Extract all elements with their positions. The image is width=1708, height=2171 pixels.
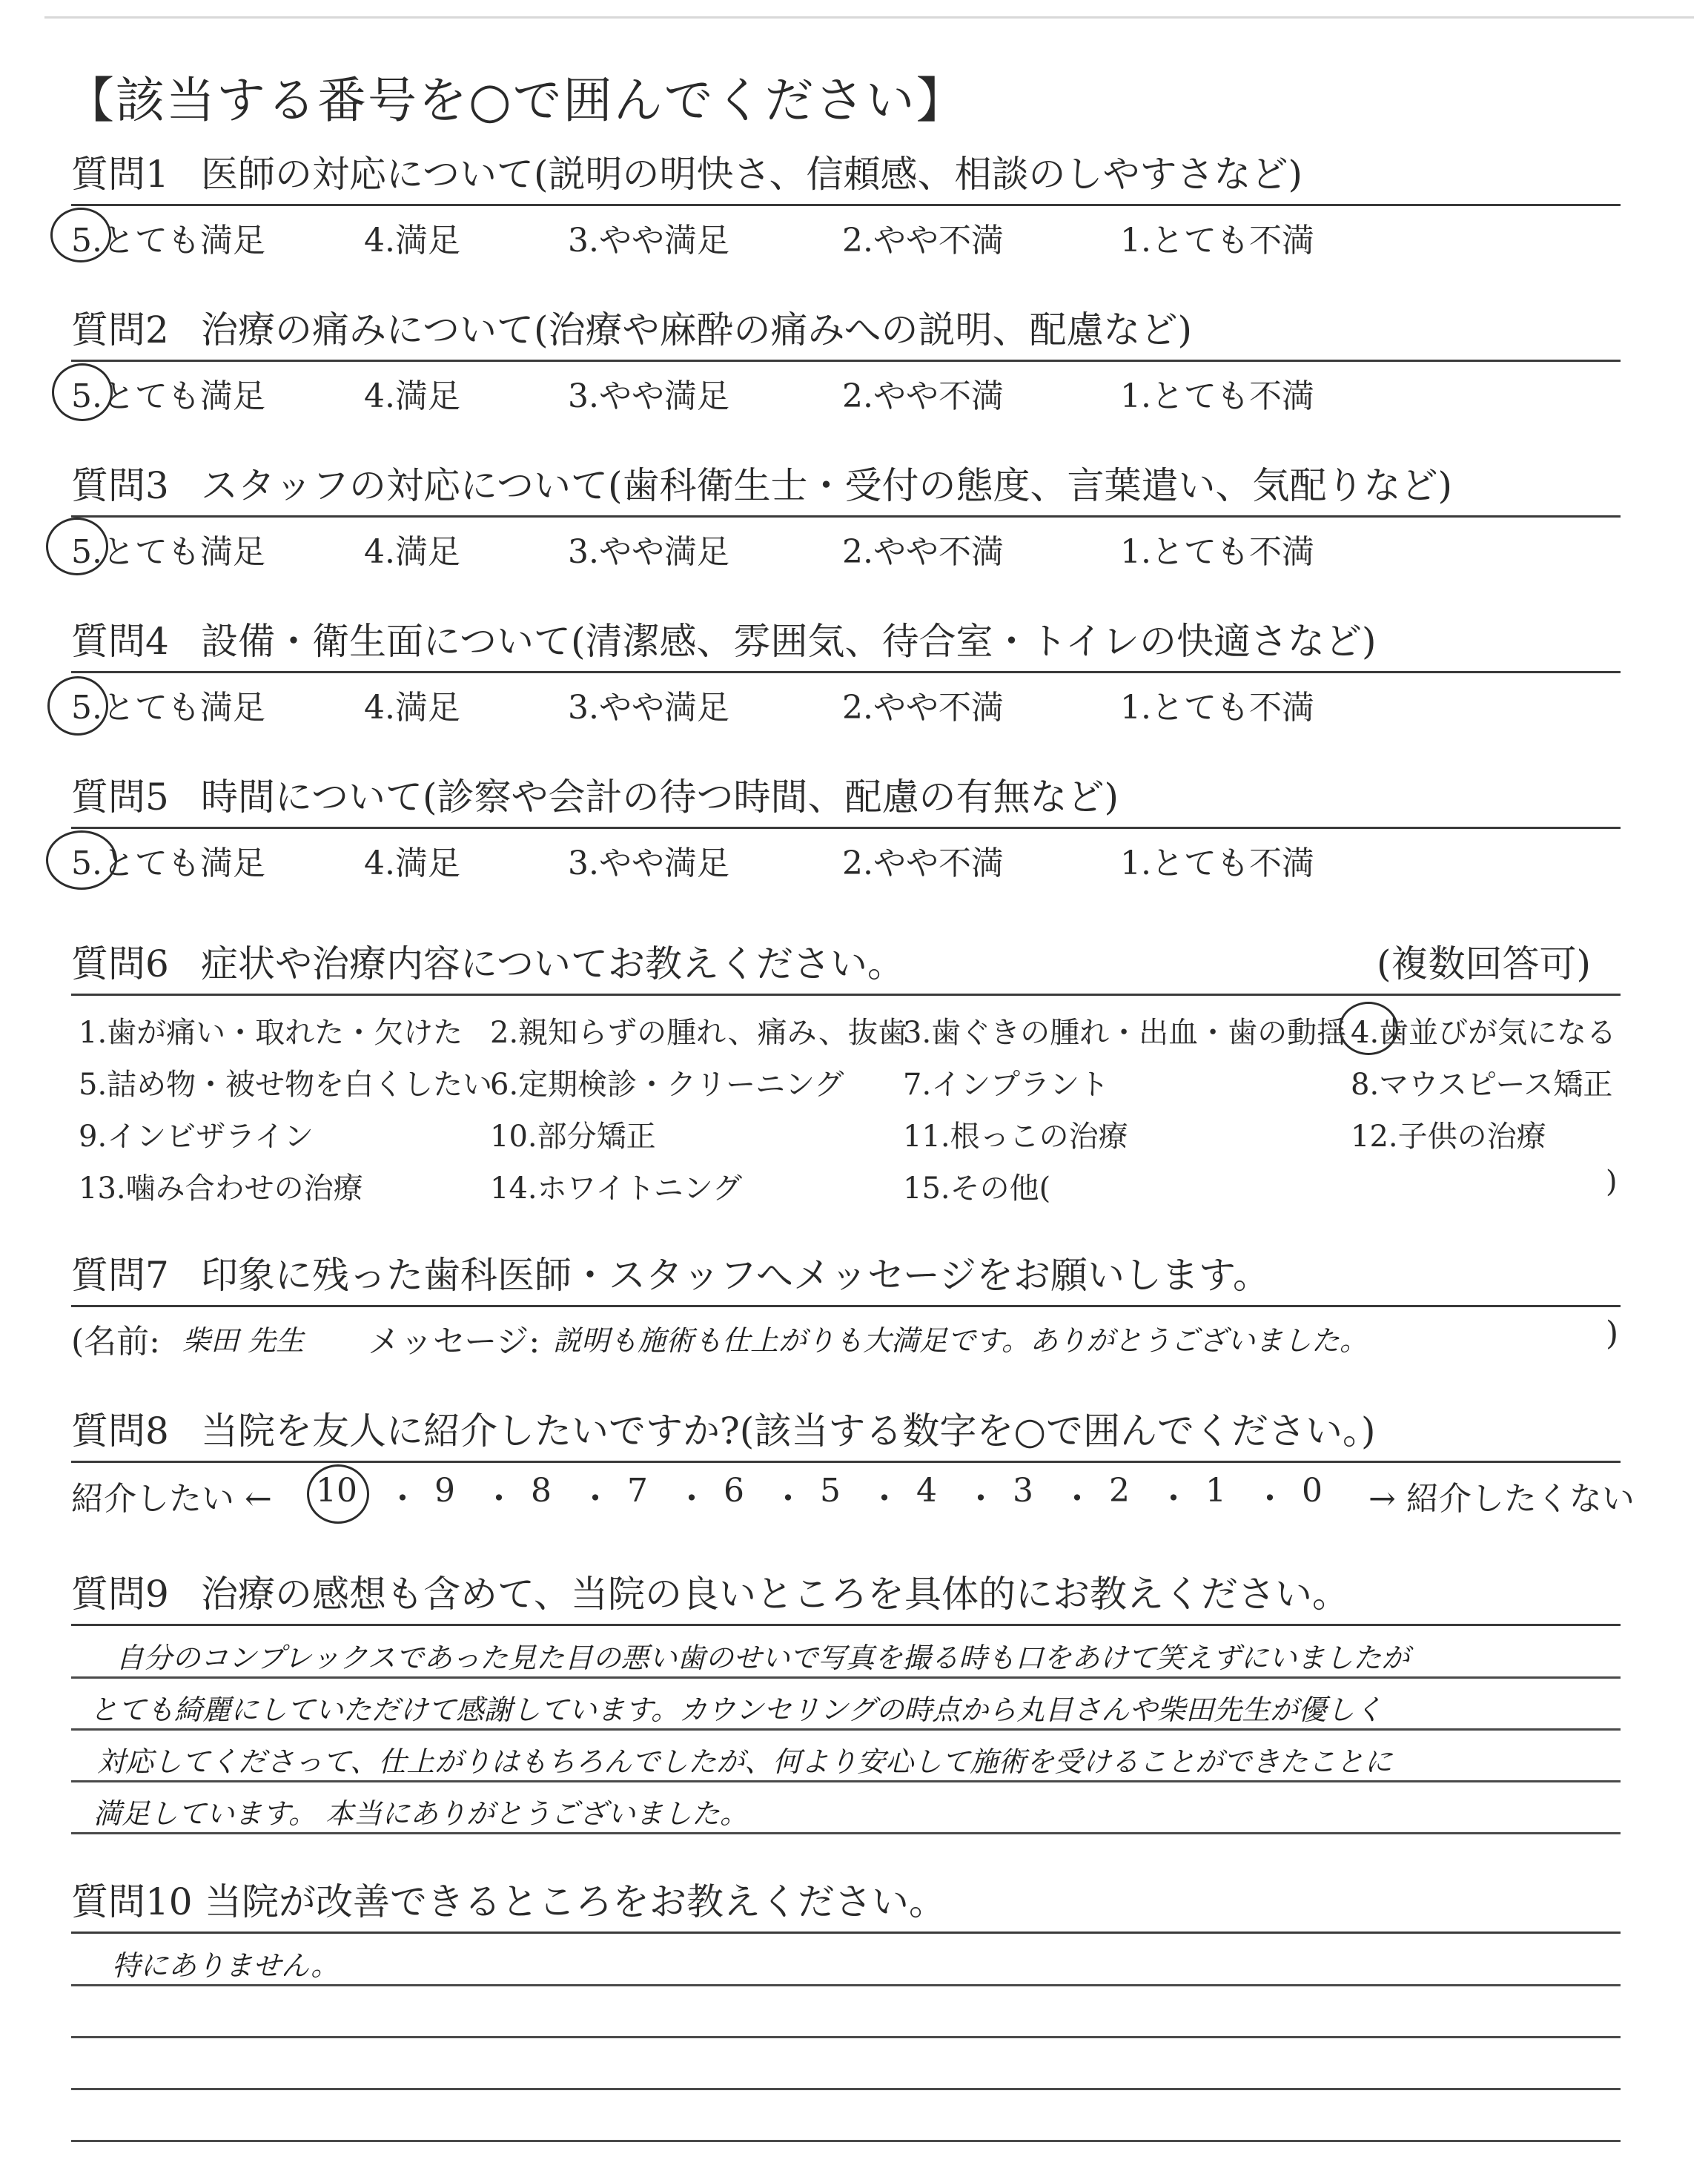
question-10 <box>71 1865 1621 2171</box>
question-label: 質問8 <box>71 1410 169 1453</box>
option-4[interactable]: 4.満足 <box>364 377 460 415</box>
scale-value-4[interactable]: 4 <box>916 1472 937 1510</box>
answer-line: 特にありません。 <box>112 1949 340 1982</box>
question-header <box>71 760 1621 829</box>
symptom-option[interactable]: 11.根っこの治療 <box>903 1120 1128 1154</box>
question-9 <box>71 1557 1621 1848</box>
option-3[interactable]: 3.やや満足 <box>568 533 729 571</box>
multiple-answers-note: (複数回答可) <box>1376 942 1591 985</box>
scale-dot: ・ <box>675 1480 708 1518</box>
scale-value-1[interactable]: 1 <box>1205 1472 1226 1510</box>
option-4[interactable]: 4.満足 <box>364 845 460 882</box>
option-2[interactable]: 2.やや不満 <box>842 689 1004 727</box>
option-2[interactable]: 2.やや不満 <box>842 845 1004 882</box>
option-5[interactable]: 5.とても満足 <box>71 689 265 727</box>
scale-value-9[interactable]: 9 <box>434 1472 455 1510</box>
question-label: 質問6 <box>71 942 169 985</box>
scale-dot: ・ <box>483 1480 515 1518</box>
answer-line: 対応してくださって、仕上がりはもちろんでしたが、何より安心して施術を受けることができたことに <box>97 1745 1393 1778</box>
option-1[interactable]: 1.とても不満 <box>1120 845 1314 882</box>
option-2[interactable]: 2.やや不満 <box>842 222 1004 260</box>
option-5[interactable]: 5.とても満足 <box>71 222 265 260</box>
option-2[interactable]: 2.やや不満 <box>842 533 1004 571</box>
ruled-line <box>71 1984 1621 1986</box>
scale-value-3[interactable]: 3 <box>1013 1472 1033 1510</box>
question-header <box>71 927 1621 996</box>
scale-value-7[interactable]: 7 <box>627 1472 648 1510</box>
ruled-line <box>71 1780 1621 1782</box>
option-4[interactable]: 4.満足 <box>364 533 460 571</box>
closing-paren: ) <box>1606 1165 1618 1199</box>
question-text: 治療の感想も含めて、当院の良いところを具体的にお教えください。 <box>201 1573 1349 1616</box>
closing-paren: ) <box>1606 1315 1619 1352</box>
symptom-option[interactable]: 12.子供の治療 <box>1351 1120 1546 1154</box>
option-4[interactable]: 4.満足 <box>364 689 460 727</box>
option-5[interactable]: 5.とても満足 <box>71 845 265 882</box>
page-title: 【該当する番号を○で囲んでください】 <box>65 72 967 129</box>
question-8 <box>71 1394 1635 1530</box>
question-2 <box>71 293 1621 429</box>
option-5[interactable]: 5.とても満足 <box>71 377 265 415</box>
scale-right-label: → 紹介したくない <box>1368 1480 1635 1518</box>
scale-value-6[interactable]: 6 <box>724 1472 744 1510</box>
symptom-option[interactable]: 1.歯が痛い・取れた・欠けた <box>79 1016 463 1050</box>
ruled-line <box>71 2036 1621 2038</box>
scale-dot: ・ <box>868 1480 901 1518</box>
rating-options <box>71 673 1621 740</box>
symptom-option[interactable]: 9.インビザライン <box>79 1120 314 1154</box>
question-text: 設備・衛生面について(清潔感、雰囲気、待合室・トイレの快適さなど) <box>201 620 1377 663</box>
question-label: 質問4 <box>71 620 169 663</box>
scale-dot: ・ <box>579 1480 612 1518</box>
question-header <box>71 1865 1621 1934</box>
question-text: 時間について(診察や会計の待つ時間、配慮の有無など) <box>201 776 1119 819</box>
scale-left-label: 紹介したい ← <box>71 1480 272 1518</box>
question-label: 質問1 <box>71 153 169 196</box>
top-border <box>44 16 1694 19</box>
rating-options <box>71 518 1621 584</box>
option-1[interactable]: 1.とても不満 <box>1120 377 1314 415</box>
question-text: 印象に残った歯科医師・スタッフへメッセージをお願いします。 <box>201 1254 1270 1297</box>
question-text: スタッフの対応について(歯科衛生士・受付の態度、言葉遣い、気配りなど) <box>201 464 1453 507</box>
answer-area[interactable] <box>71 1934 1621 2171</box>
scale-dot: ・ <box>1061 1480 1093 1518</box>
option-1[interactable]: 1.とても不満 <box>1120 222 1314 260</box>
scale-dot: ・ <box>1157 1480 1190 1518</box>
scale-value-0[interactable]: 0 <box>1302 1472 1323 1510</box>
option-3[interactable]: 3.やや満足 <box>568 845 729 882</box>
answer-area[interactable] <box>71 1626 1621 1848</box>
name-label: (名前: <box>71 1323 160 1361</box>
recommend-scale <box>71 1463 1635 1530</box>
question-6 <box>71 927 1621 1218</box>
rating-options <box>71 206 1621 273</box>
name-field[interactable]: 柴田 先生 <box>182 1324 305 1357</box>
scale-value-10[interactable]: 10 <box>316 1472 357 1510</box>
option-4[interactable]: 4.満足 <box>364 222 460 260</box>
question-header <box>71 137 1621 206</box>
symptom-option[interactable]: 7.インプラント <box>903 1068 1110 1102</box>
ruled-line <box>71 2088 1621 2090</box>
message-field[interactable]: 説明も施術も仕上がりも大満足です。ありがとうございました。 <box>553 1324 1368 1357</box>
question-text: 症状や治療内容についてお教えください。 <box>201 942 904 985</box>
question-1 <box>71 137 1621 273</box>
question-4 <box>71 604 1621 740</box>
question-header <box>71 1238 1621 1307</box>
question-label: 質問10 <box>71 1880 193 1923</box>
option-3[interactable]: 3.やや満足 <box>568 689 729 727</box>
question-label: 質問3 <box>71 464 169 507</box>
question-label: 質問2 <box>71 308 169 351</box>
question-header <box>71 604 1621 673</box>
answer-line: 自分のコンプレックスであった見た目の悪い歯のせいで写真を撮る時も口をあけて笑えずにいましたが <box>116 1642 1410 1674</box>
scale-value-2[interactable]: 2 <box>1109 1472 1130 1510</box>
option-2[interactable]: 2.やや不満 <box>842 377 1004 415</box>
question-7 <box>71 1238 1621 1374</box>
question-text: 治療の痛みについて(治療や麻酔の痛みへの説明、配慮など) <box>201 308 1193 351</box>
scale-dot: ・ <box>386 1480 419 1518</box>
message-label: メッセージ: <box>368 1323 540 1361</box>
question-label: 質問7 <box>71 1254 169 1297</box>
ruled-line <box>71 1832 1621 1834</box>
symptom-option[interactable]: 14.ホワイトニング <box>490 1172 743 1206</box>
question-text: 当院を友人に紹介したいですか?(該当する数字を○で囲んでください。) <box>201 1410 1376 1453</box>
question-text: 当院が改善できるところをお教えください。 <box>205 1880 946 1923</box>
rating-options <box>71 829 1621 896</box>
scale-dot: ・ <box>1254 1480 1286 1518</box>
option-3[interactable]: 3.やや満足 <box>568 222 729 260</box>
ruled-line <box>71 1728 1621 1731</box>
option-1[interactable]: 1.とても不満 <box>1120 533 1314 571</box>
option-5[interactable]: 5.とても満足 <box>71 533 265 571</box>
scale-value-5[interactable]: 5 <box>820 1472 841 1510</box>
symptom-option[interactable]: 13.噛み合わせの治療 <box>79 1172 363 1206</box>
symptom-options <box>71 996 1621 1218</box>
symptom-option[interactable]: 2.親知らずの腫れ、痛み、抜歯 <box>490 1016 907 1050</box>
scale-value-8[interactable]: 8 <box>531 1472 552 1510</box>
question-3 <box>71 449 1621 584</box>
symptom-option-other[interactable]: 15.その他( <box>903 1172 1051 1206</box>
symptom-option[interactable]: 3.歯ぐきの腫れ・出血・歯の動揺 <box>903 1016 1347 1050</box>
scale-dot: ・ <box>964 1480 997 1518</box>
symptom-option[interactable]: 8.マウスピース矯正 <box>1351 1068 1613 1102</box>
question-header <box>71 1394 1621 1463</box>
message-row <box>71 1307 1621 1374</box>
option-1[interactable]: 1.とても不満 <box>1120 689 1314 727</box>
answer-line: とても綺麗にしていただけて感謝しています。カウンセリングの時点から丸目さんや柴田先生が優しく <box>90 1693 1383 1726</box>
ruled-line <box>71 1676 1621 1679</box>
scale-dot: ・ <box>772 1480 804 1518</box>
symptom-option[interactable]: 10.部分矯正 <box>490 1120 656 1154</box>
question-text: 医師の対応について(説明の明快さ、信頼感、相談のしやすさなど) <box>201 153 1303 196</box>
rating-options <box>71 362 1621 429</box>
question-header <box>71 293 1621 362</box>
ruled-line <box>71 2140 1621 2142</box>
symptom-option[interactable]: 5.詰め物・被せ物を白くしたい <box>79 1068 493 1102</box>
option-3[interactable]: 3.やや満足 <box>568 377 729 415</box>
symptom-option[interactable]: 6.定期検診・クリーニング <box>490 1068 844 1102</box>
question-label: 質問9 <box>71 1573 169 1616</box>
question-header <box>71 449 1621 518</box>
answer-line: 満足しています。 本当にありがとうございました。 <box>93 1797 749 1830</box>
question-5 <box>71 760 1621 896</box>
question-label: 質問5 <box>71 776 169 819</box>
symptom-option[interactable]: 4.歯並びが気になる <box>1351 1016 1617 1050</box>
question-header <box>71 1557 1621 1626</box>
